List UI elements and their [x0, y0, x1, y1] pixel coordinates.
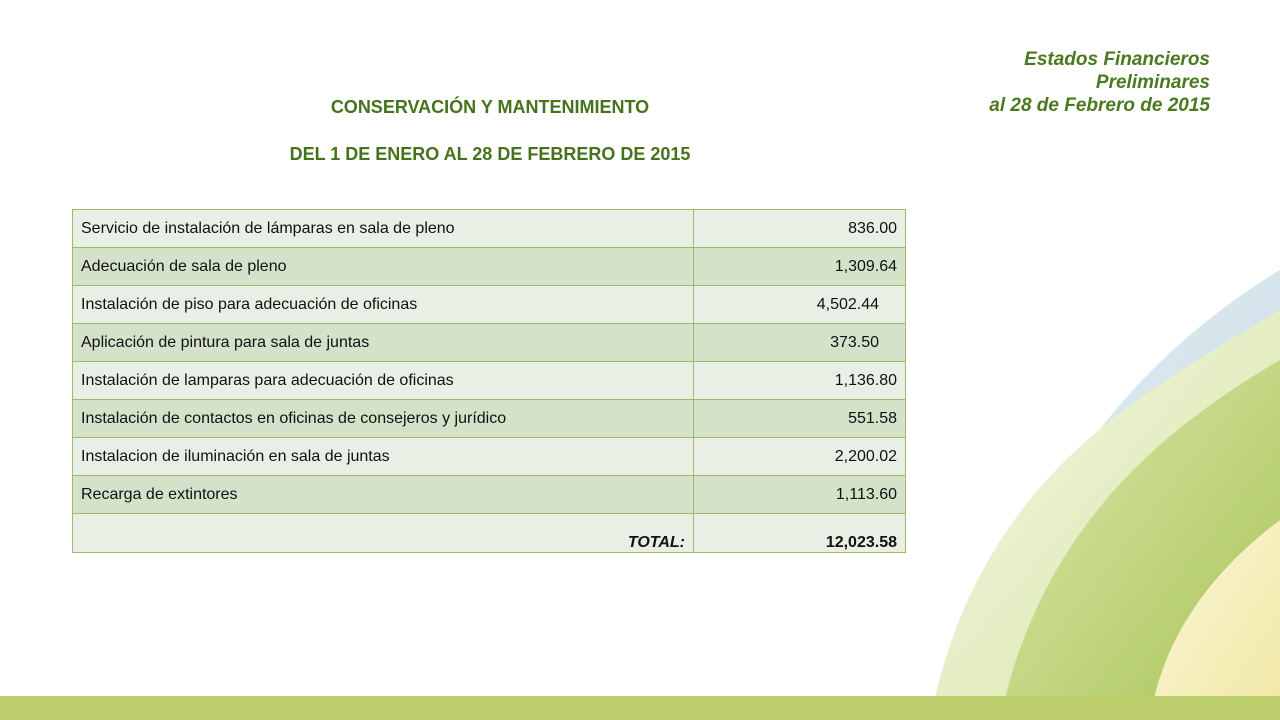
page-title: CONSERVACIÓN Y MANTENIMIENTO [330, 97, 650, 117]
report-heading-line1: Estados Financieros [1024, 49, 1210, 70]
amount-cell: 373.50 [694, 324, 906, 362]
table-row [73, 476, 906, 514]
report-heading-line2: Preliminares [1095, 72, 1210, 93]
concept-cell: Recarga de extintores [73, 476, 694, 514]
total-value: 12,023.58 [694, 514, 906, 553]
amount-cell: 4,502.44 [694, 286, 906, 324]
total-row [73, 514, 906, 553]
table-row [73, 438, 906, 476]
table-row [73, 210, 906, 248]
concept-cell: Instalacion de iluminación en sala de juntas [73, 438, 694, 476]
report-heading [989, 48, 1210, 117]
concept-cell: Instalación de piso para adecuación de oficinas [73, 286, 694, 324]
total-label: TOTAL: [73, 514, 694, 553]
concept-cell: Instalación de lamparas para adecuación de oficinas [73, 362, 694, 400]
concept-cell: Servicio de instalación de lámparas en sala de pleno [73, 210, 694, 248]
table-row [73, 362, 906, 400]
concept-cell: Adecuación de sala de pleno [73, 248, 694, 286]
table-row [73, 324, 906, 362]
expenses-table [72, 209, 906, 553]
amount-cell: 836.00 [694, 210, 906, 248]
table-row [73, 248, 906, 286]
bottom-bar [0, 696, 1280, 720]
table-row [73, 286, 906, 324]
page-subtitle: DEL 1 DE ENERO AL 28 DE FEBRERO DE 2015 [289, 144, 691, 164]
amount-cell: 1,136.80 [694, 362, 906, 400]
amount-cell: 2,200.02 [694, 438, 906, 476]
report-heading-line3: al 28 de Febrero de 2015 [989, 95, 1210, 116]
concept-cell: Instalación de contactos en oficinas de consejeros y jurídico [73, 400, 694, 438]
amount-cell: 1,309.64 [694, 248, 906, 286]
table-row [73, 400, 906, 438]
amount-cell: 1,113.60 [694, 476, 906, 514]
amount-cell: 551.58 [694, 400, 906, 438]
concept-cell: Aplicación de pintura para sala de juntas [73, 324, 694, 362]
